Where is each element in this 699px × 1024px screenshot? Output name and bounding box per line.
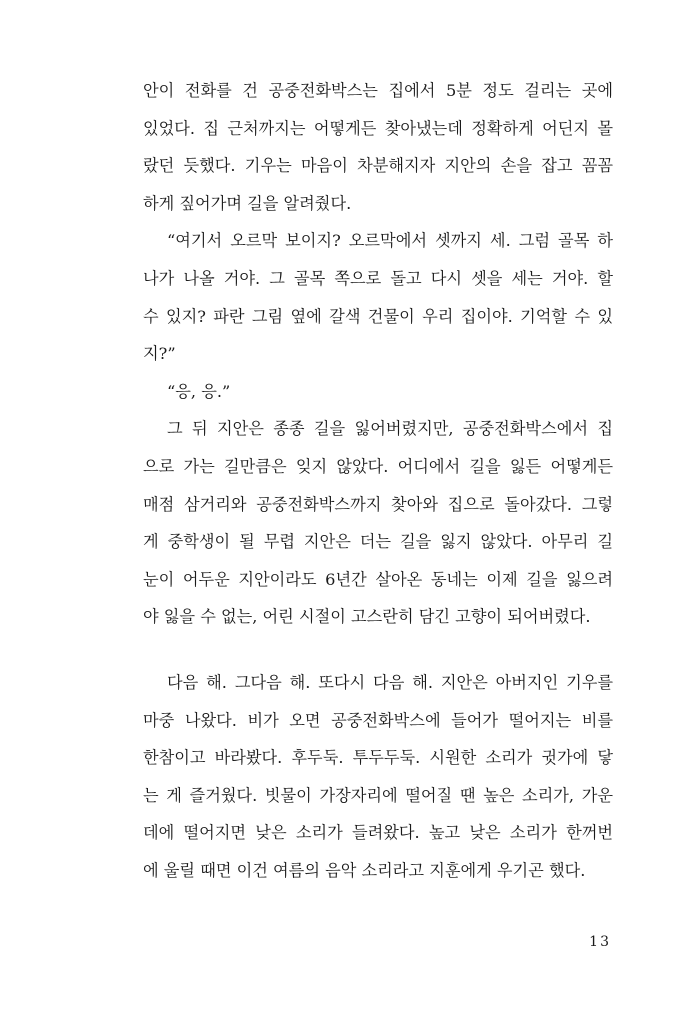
text-line: 하게 짚어가며 길을 알려줬다. <box>143 193 352 213</box>
text-line: 에 울릴 때면 이건 여름의 음악 소리라고 지훈에게 우기곤 했다. <box>143 860 586 880</box>
text-line: 지?” <box>143 344 176 364</box>
text-section-1 <box>143 72 613 636</box>
text-section-2 <box>143 664 613 890</box>
page-number: 13 <box>589 934 611 950</box>
text-line: 있었다. 집 근처까지는 어떻게든 찾아냈는데 정확하게 어딘지 몰 <box>143 118 613 138</box>
text-line: 게 중학생이 될 무렵 지안은 더는 길을 잃지 않았다. 아무리 길 <box>143 532 613 552</box>
text-line: 다음 해. 그다음 해. 또다시 다음 해. 지안은 아버지인 기우를 <box>167 673 613 692</box>
text-line: “응, 응.” <box>167 381 231 401</box>
text-line: 는 게 즐거웠다. 빗물이 가장자리에 떨어질 땐 높은 소리가, 가운 <box>143 785 613 805</box>
text-line: 데에 떨어지면 낮은 소리가 들려왔다. 높고 낮은 소리가 한꺼번 <box>143 823 613 843</box>
text-line: 눈이 어두운 지안이라도 6년간 살아온 동네는 이제 길을 잃으려 <box>143 569 613 589</box>
text-line: 한참이고 바라봤다. 후두둑. 투두두둑. 시원한 소리가 귓가에 닿 <box>143 748 613 768</box>
text-line: 마중 나왔다. 비가 오면 공중전화박스에 들어가 떨어지는 비를 <box>143 710 613 730</box>
text-line: 매점 삼거리와 공중전화박스까지 찾아와 집으로 돌아갔다. 그렇 <box>143 494 613 514</box>
text-line: 야 잃을 수 없는, 어린 시절이 고스란히 담긴 고향이 되어버렸다. <box>143 607 591 627</box>
text-line: 안이 전화를 건 공중전화박스는 집에서 5분 정도 걸리는 곳에 <box>143 81 613 100</box>
text-line: 으로 가는 길만큼은 잊지 않았다. 어디에서 길을 잃든 어떻게든 <box>143 456 613 476</box>
text-line: 수 있지? 파란 그림 옆에 갈색 건물이 우리 집이야. 기억할 수 있 <box>143 306 613 326</box>
text-line: 나가 나올 거야. 그 골목 쪽으로 돌고 다시 셋을 세는 거야. 할 <box>143 268 613 288</box>
text-line: “여기서 오르막 보이지? 오르막에서 셋까지 세. 그럼 골목 하 <box>167 231 613 251</box>
text-line: 랐던 듯했다. 기우는 마음이 차분해지자 지안의 손을 잡고 꼼꼼 <box>143 156 613 176</box>
text-line: 그 뒤 지안은 종종 길을 잃어버렸지만, 공중전화박스에서 집 <box>167 419 613 439</box>
